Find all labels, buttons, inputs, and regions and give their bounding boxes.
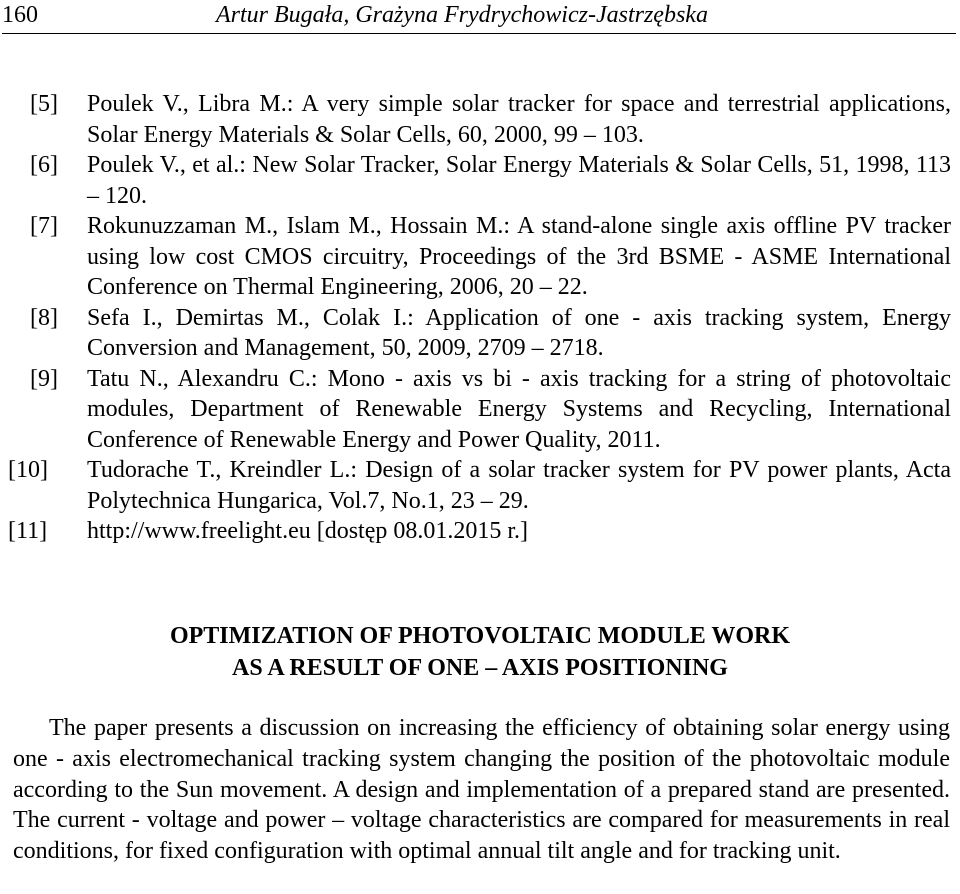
- reference-item: [0, 150, 960, 211]
- page-number: 160: [2, 2, 38, 28]
- paper-title-line-2: AS A RESULT OF ONE – AXIS POSITIONING: [232, 655, 728, 681]
- reference-item: [0, 516, 960, 547]
- reference-item: [0, 211, 960, 303]
- reference-list: [0, 89, 960, 547]
- reference-text: http://www.freelight.eu [dostęp 08.01.2015 r.]: [87, 518, 529, 544]
- paper-title: [0, 620, 960, 684]
- reference-number: [9]: [30, 365, 58, 392]
- reference-item: [0, 364, 960, 456]
- reference-text: Poulek V., et al.: New Solar Tracker, Solar Energy Materials & Solar Cells, 51, 1998, 113 – 120.: [87, 152, 951, 209]
- running-header: [0, 0, 960, 34]
- reference-text: Rokunuzzaman M., Islam M., Hossain M.: A stand-alone single axis offline PV tracker using low cost CMOS circuitry, Proceedings of the 3rd BSME - ASME International Conference on Thermal Engineering, 2006, 20 – 22.: [87, 213, 951, 300]
- reference-item: [0, 89, 960, 150]
- reference-number: [6]: [30, 152, 58, 178]
- reference-number: [7]: [30, 213, 58, 239]
- header-divider: [2, 33, 956, 34]
- abstract-paragraph: The paper presents a discussion on increasing the efficiency of obtaining solar energy using one - axis electromechanical tracking system changing the position of the photovoltaic module according to the Sun movement. A design and implementation of a prepared stand are presented. The current - voltage and power – voltage characteristics are compared for measurements in real conditions, for fixed configuration with optimal annual tilt angle and for tracking unit.: [13, 715, 950, 865]
- paper-title-line-1: OPTIMIZATION OF PHOTOVOLTAIC MODULE WORK: [169, 623, 791, 649]
- reference-item: [0, 303, 960, 364]
- reference-text: Poulek V., Libra M.: A very simple solar tracker for space and terrestrial applications, Solar Energy Materials & Solar Cells, 60, 2000, 99 – 103.: [87, 91, 951, 148]
- reference-number: [10]: [8, 457, 48, 483]
- reference-text: Sefa I., Demirtas M., Colak I.: Application of one - axis tracking system, Energy Conversion and Management, 50, 2009, 2709 – 2718.: [87, 304, 951, 361]
- reference-number: [5]: [30, 91, 58, 117]
- reference-number: [8]: [30, 304, 58, 331]
- header-authors: Artur Bugała, Grażyna Frydrychowicz-Jastrzębska: [216, 2, 708, 28]
- reference-text: Tatu N., Alexandru C.: Mono - axis vs bi - axis tracking for a string of photovoltaic modules, Department of Renewable Energy Systems and Recycling, International Conference of Renewable Energy and Power Quality, 2011.: [87, 365, 951, 453]
- reference-text: Tudorache T., Kreindler L.: Design of a solar tracker system for PV power plants, Acta Polytechnica Hungarica, Vol.7, No.1, 23 – 29.: [87, 457, 951, 514]
- reference-number: [11]: [8, 518, 48, 544]
- reference-item: [0, 455, 960, 516]
